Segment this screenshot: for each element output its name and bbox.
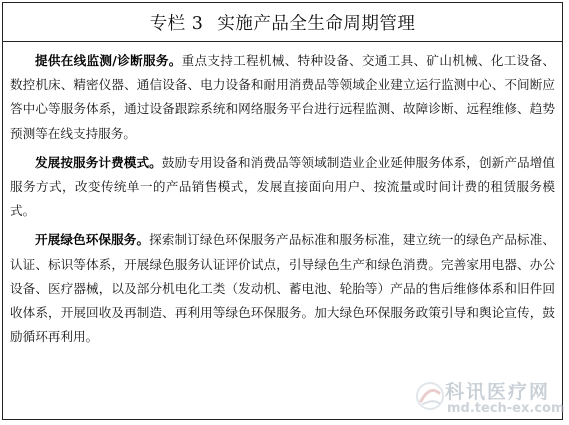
tech-ex-logo-icon (415, 381, 445, 411)
site-watermark (415, 375, 565, 421)
box-content (3, 42, 562, 349)
paragraph-online-monitoring (10, 49, 555, 146)
paragraph-body: 重点支持工程机械、特种设备、交通工具、矿山机械、化工设备、数控机床、精密仪器、通信设备、电力设备和耐用消费品等领域企业建立运行监测中心、不间断应答中心等服务体系，通过设备跟踪系统和网络服务平台进行远程监测、故障诊断、远程维修、趋势预测等在线支持服务。 (10, 53, 555, 141)
paragraph-lead: 提供在线监测/诊断服务。 (35, 53, 182, 68)
paragraph-lead: 发展按服务计费模式。 (35, 154, 162, 170)
watermark-url: md.tech-ex.com (447, 401, 565, 416)
paragraph-body: 探索制订绿色环保服务产品标准和服务标准，建立统一的绿色产品标准、认证、标识等体系，开展绿色服务认证评价试点，引导绿色生产和绿色消费。完善家用电器、办公设备、医疗器械，以及部分机电化工类（发动机、蓄电池、轮胎等）产品的售后维修体系和旧件回收体系，开展回收及再制造、再利用等绿色环保服务。加大绿色环保服务政策引导和舆论宣传，鼓励循环再利用。 (10, 232, 556, 345)
paragraph-body: 鼓励专用设备和消费品等领域制造业企业延伸服务体系，创新产品增值服务方式，改变传统单一的产品销售模式，发展直接面向用户、按流量或时间计费的租赁服务模式。 (10, 154, 556, 219)
paragraph-lead: 开展绿色环保服务。 (35, 232, 150, 248)
paragraph-service-billing (10, 151, 555, 224)
paragraph-green-service (10, 228, 555, 349)
box-title-label: 专栏 3 (149, 13, 204, 34)
box-title-text: 实施产品全生命周期管理 (217, 13, 416, 34)
watermark-name: 科讯医疗网 (445, 381, 551, 403)
feature-box (2, 2, 563, 420)
box-title (3, 3, 562, 42)
